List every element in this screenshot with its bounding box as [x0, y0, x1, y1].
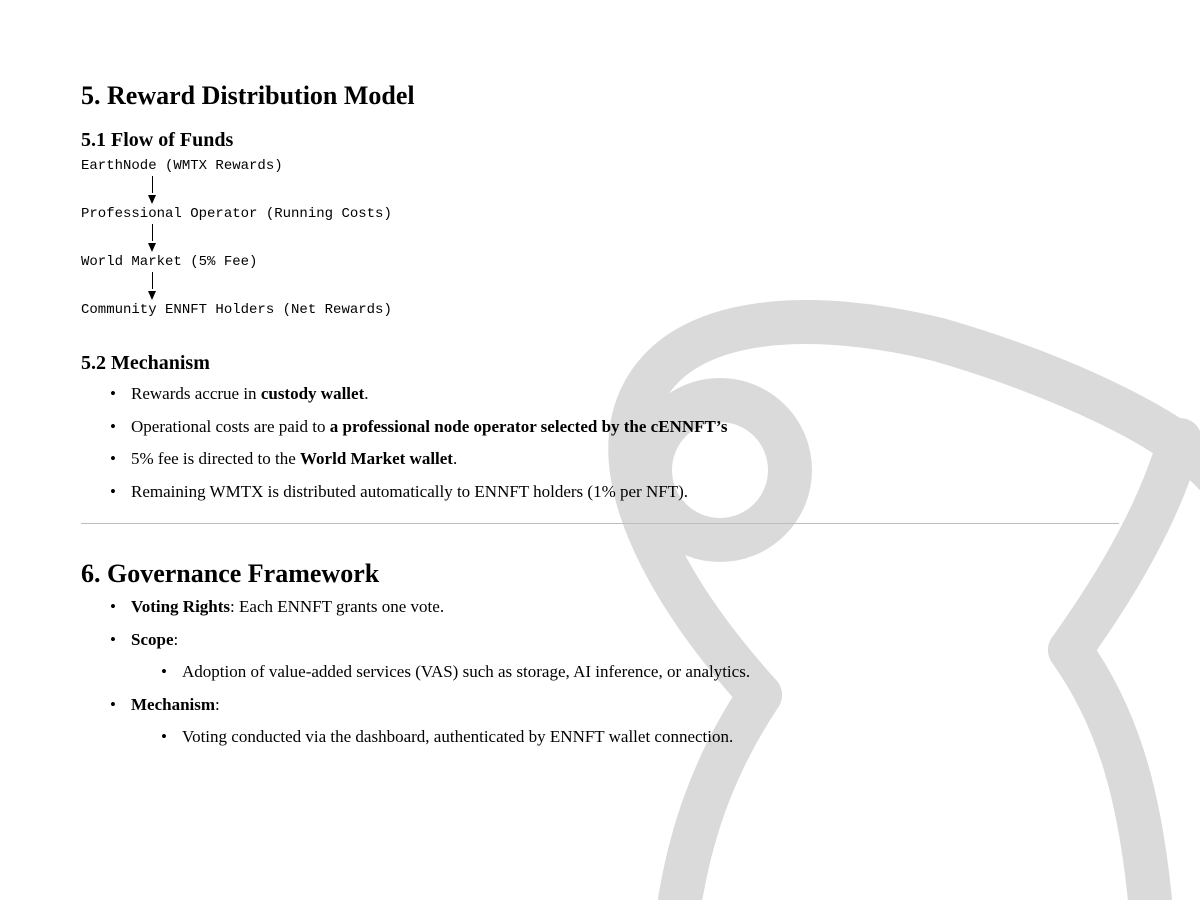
governance-list	[81, 597, 750, 760]
mechanism-heading: 5.2 Mechanism	[81, 352, 210, 374]
flow-arrow-down-icon	[81, 174, 392, 206]
section-6-heading: 6. Governance Framework	[81, 559, 380, 588]
flow-diagram	[81, 158, 392, 318]
list-item-mechanism: • Mechanism:	[110, 694, 220, 714]
bullet-icon: •	[110, 416, 116, 436]
flow-node-earthnode: EarthNode (WMTX Rewards)	[81, 158, 283, 174]
bullet-icon: •	[161, 662, 167, 681]
location-pin-watermark-icon	[560, 280, 1200, 900]
list-item: • Remaining WMTX is distributed automatically to ENNFT holders (1% per NFT).	[110, 481, 688, 501]
list-subitem-mechanism: • Voting conducted via the dashboard, authenticated by ENNFT wallet connection.	[161, 727, 734, 746]
list-subitem-scope: • Adoption of value-added services (VAS) such as storage, AI inference, or analytics.	[161, 662, 751, 681]
bullet-icon: •	[110, 384, 116, 403]
bullet-icon: •	[110, 694, 116, 714]
list-item-scope: • Scope:	[110, 629, 179, 649]
list-item-voting-rights: • Voting Rights: Each ENNFT grants one vote.	[110, 597, 445, 616]
bullet-icon: •	[110, 629, 116, 649]
flow-node-operator: Professional Operator (Running Costs)	[81, 206, 392, 222]
bullet-icon: •	[110, 449, 116, 468]
flow-arrow-down-icon	[81, 270, 392, 302]
flow-node-world-market: World Market (5% Fee)	[81, 254, 258, 270]
flow-node-community-holders: Community ENNFT Holders (Net Rewards)	[81, 302, 392, 318]
bullet-icon: •	[161, 727, 167, 746]
flow-arrow-down-icon	[81, 222, 392, 254]
section-divider	[81, 523, 1119, 524]
bullet-icon: •	[110, 597, 116, 616]
list-item: • Rewards accrue in custody wallet.	[110, 384, 369, 403]
mechanism-list	[81, 384, 728, 514]
flow-of-funds-heading: 5.1 Flow of Funds	[81, 129, 234, 151]
list-item: • Operational costs are paid to a professional node operator selected by the cENNFT’s	[110, 416, 728, 436]
section-5-heading: 5. Reward Distribution Model	[81, 81, 415, 110]
bullet-icon: •	[110, 481, 116, 501]
list-item: • 5% fee is directed to the World Market wallet.	[110, 449, 458, 468]
